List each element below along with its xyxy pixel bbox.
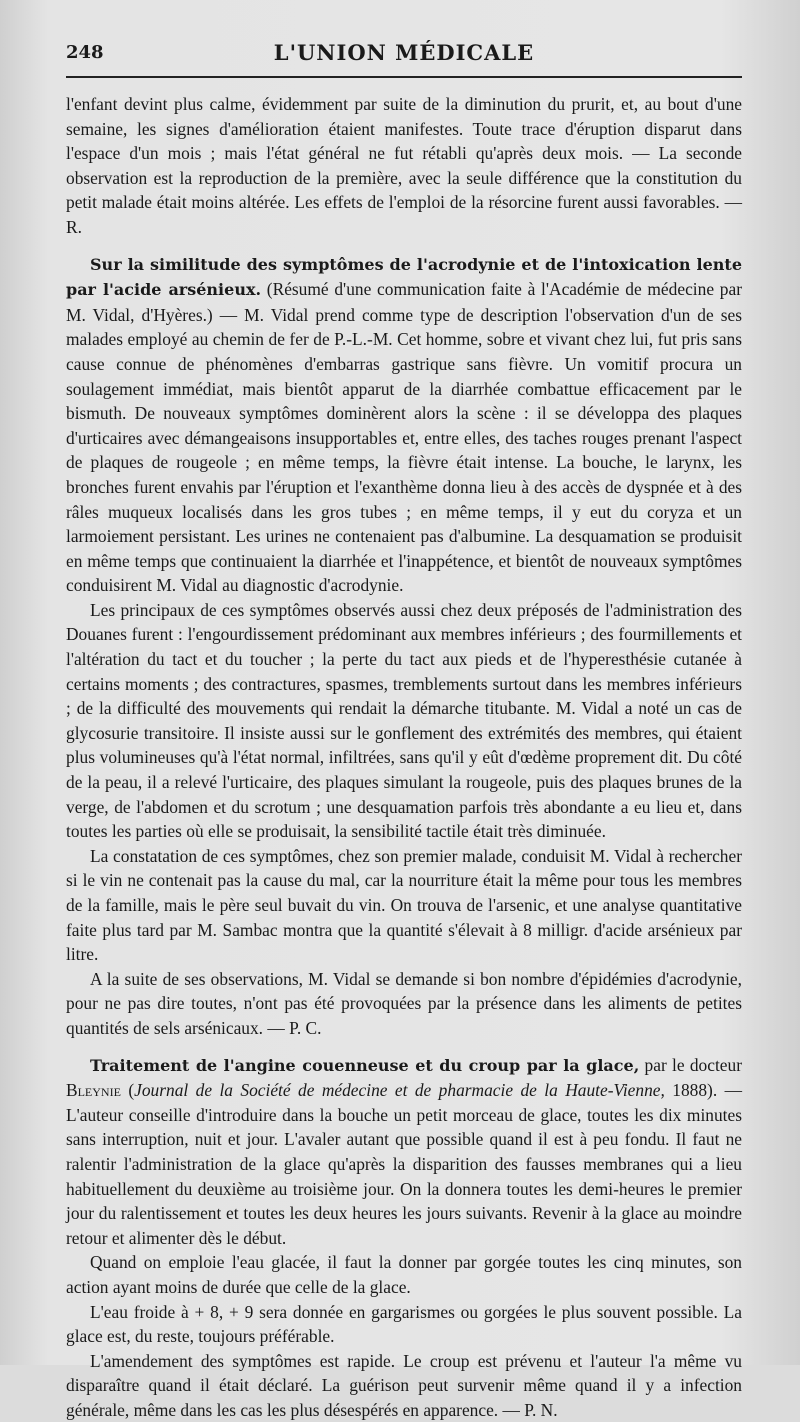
article3-author: Bleynie — [66, 1080, 121, 1101]
journal-title: L'UNION MÉDICALE — [273, 40, 535, 65]
article3-paragraph-4: L'amendement des symptômes est rapide. Le croup est prévenu et l'auteur l'a même vu disparaître quand il était déclaré. La guérison peut survenir même quand il y a infection générale, même dans les cas les plus désespérés en apparence. — P. N. — [66, 1350, 742, 1420]
article2-paragraph-4: A la suite de ses observations, M. Vidal se demande si bon nombre d'épidémies d'acrodynie, pour ne pas dire toutes, n'ont pas été provoquées par la présence dans les aliments de petites quantités de sels arsénicaux. — P. C. — [66, 968, 742, 1038]
running-head — [66, 40, 742, 78]
article2-first-paragraph — [66, 252, 742, 598]
article1-paragraph: l'enfant devint plus calme, évidemment par suite de la diminution du prurit, et, au bout d'une semaine, les signes d'amélioration étaient manifestes. Toute trace d'éruption disparut dans l'espace d'un mois ; mais l'état général ne fut rétabli qu'après deux mois. — La seconde observation est la reproduction de la première, avec la seule différence que la constitution du petit malade était moins altérée. Les effets de l'emploi de la résorcine furent aussi favorables. — R. — [66, 94, 742, 237]
article3-heading: Traitement de l'angine couenneuse et du croup par la glace, — [90, 1055, 640, 1075]
section-gap — [66, 240, 742, 252]
article2-paragraph-2: Les principaux de ces symptômes observés aussi chez deux préposés de l'administration des Douanes furent : l'engourdissement prédominant aux membres inférieurs ; des fourmillements et l'altération du tact et du toucher ; la perte du tact aux pieds et de l'hyperesthésie cutanée à certains moments ; des contractures, spasmes, tremblements surtout dans les membres inférieurs ; de la difficulté des mouvements qui rendait la démarche titubante. M. Vidal a noté un cas de glycosurie transitoire. Il insiste aussi sur le gonflement des extrémités des membres, qui étaient plus volumineuses qu'à l'état normal, infiltrées, sans qu'il y eût d'œdème proprement dit. Du côté de la peau, il a relevé l'urticaire, des plaques simulant la rougeole, puis des plaques brunes de la verge, de l'abdomen et du scrotum ; une desquamation parfois très abondante a eu lieu et, dans toutes les parties où elle se produisait, la sensibilité tactile était très diminuée. — [66, 599, 742, 842]
article2-heading: Sur la similitude des symptômes de l'acrodynie et de l'intoxication lente par l'acide arsénieux. — [66, 254, 742, 300]
article3-paragraph-2: Quand on emploie l'eau glacée, il faut la donner par gorgée toutes les cinq minutes, son action ayant moins de durée que celle de la glace. — [66, 1252, 742, 1297]
article3-byline: par le docteur — [639, 1054, 742, 1075]
article3-source-close: 1888). — — [664, 1080, 742, 1101]
page-number: 248 — [66, 42, 104, 63]
article3-first-paragraph — [66, 1053, 742, 1251]
article3-paragraph-3: L'eau froide à + 8, + 9 sera donnée en gargarismes ou gorgées le plus souvent possible. La glace est, du reste, toujours préférable. — [66, 1301, 742, 1347]
article3-intro: L'auteur conseille d'introduire dans la bouche un petit morceau de glace, toutes les dix minutes sans interruption, nuit et jour. L'avaler autant que possible quand il est à peu fondu. Il faut ne ralentir l'administration de la glace qu'après la disparition des fausses membranes qui a lieu habituellement du deuxième au troisième jour. On la donnera toutes les demi-heures le premier jour du ralentissement et toutes les deux heures les jours suivants. Revenir à la glace au moindre retour et alimenter dès le début. — [66, 1104, 742, 1248]
article3-source: Journal de la Société de médecine et de pharmacie de la Haute-Vienne, — [134, 1080, 665, 1101]
article2-intro: (Résumé d'une communication faite à l'Académie de médecine par M. Vidal, d'Hyères.) — M. Vidal prend comme type de description l'observation d'un de ses malades employé au chemin de fer de P.-L.-M. Cet homme, sobre et vivant chez lui, fut pris sans cause connue de phénomènes d'embarras gastrique sans fièvre. Un vomitif procura un soulagement immédiat, mais bientôt apparut de la diarrhée combattue efficacement par le bismuth. De nouveaux symptômes dominèrent alors la scène : il se développa des plaques d'urticaires avec démangeaisons insupportables et, entre elles, des taches rouges prenant l'aspect de plaques de rougeole ; en même temps, la fièvre était intense. La bouche, le larynx, les bronches furent envahis par l'éruption et l'exanthème donna lieu à des accès de dyspnée et à des râles muqueux localisés dans les gros tubes ; en même temps, il y eut du coryza et un larmoiement persistant. Les urines ne contenaient pas d'albumine. La desquamation se produisit en même temps que continuaient la diarrhée et l'inappétence, et bientôt de nouveaux symptômes conduisirent M. Vidal au diagnostic d'acrodynie. — [66, 279, 742, 596]
article-body — [66, 92, 742, 1422]
article2-paragraph-3: La constatation de ces symptômes, chez son premier malade, conduisit M. Vidal à rechercher si le vin ne contenait pas la cause du mal, car la nourriture était la même pour tous les membres de la famille, mais le père seul buvait du vin. On trouva de l'arsenic, et une analyse quantitative faite plus tard par M. Sambac montra que la quantité s'élevait à 8 milligr. d'acide arsénieux par litre. — [66, 845, 742, 965]
section-gap — [66, 1041, 742, 1053]
article3-source-open: ( — [120, 1080, 135, 1101]
